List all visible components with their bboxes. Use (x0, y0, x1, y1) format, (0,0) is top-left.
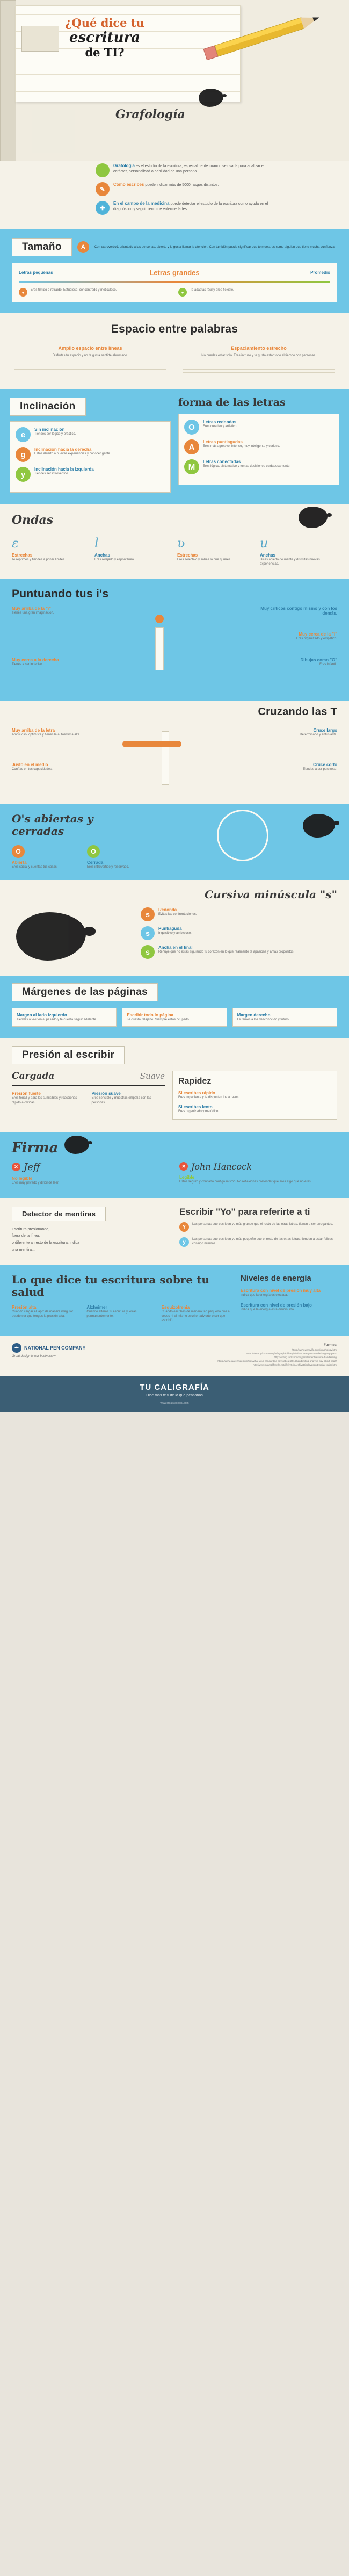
letter-i-stem (155, 627, 164, 670)
ondas-item-0: ɛ Estrechas Te reprimes y tiendes a poner límites. (12, 536, 89, 566)
firma-right-sample (179, 1161, 337, 1172)
item-text: Letras redondas Eres creativo y artístico. (203, 420, 238, 429)
signature-legible: John Hancock (191, 1161, 252, 1172)
list-item (96, 163, 273, 177)
medical-icon: ✚ (96, 201, 110, 215)
salud-section (0, 1265, 349, 1336)
forma-card (178, 414, 339, 485)
presion-left-items (12, 1091, 165, 1105)
header-title-line2: escritura (69, 30, 141, 46)
firma-section (0, 1132, 349, 1198)
left-edge-strip (0, 0, 16, 161)
cursiva-title: Cursiva minúscula "s" (205, 888, 337, 901)
ink-blot (303, 814, 335, 838)
cruzando-item-3: Cruce corto Tiendes a ser perezoso. (302, 762, 337, 771)
tamano-title: Tamaño (12, 238, 72, 256)
firma-cols (12, 1161, 337, 1185)
margenes-cards (12, 1008, 337, 1027)
puntos-note-0: Muy arriba de la "i" Tienes una gran imaginación. (12, 606, 54, 615)
tamano-labels (19, 269, 330, 277)
presion-right (172, 1071, 337, 1119)
firma-left: ✕ Jeff No legible Eres muy privado y difícil de leer. (12, 1161, 170, 1185)
header-section (0, 0, 349, 161)
header-title-line3: de TI? (85, 46, 125, 59)
list-item (16, 427, 165, 442)
firma-title: Firma (12, 1139, 59, 1156)
item-text: Ancha en el final Rehúye que no estás siguiendo tu corazón en lo que realmente te apasiona y amas propósitos. (158, 945, 295, 954)
espacio-col-1-label: Espaciamiento estrecho (231, 345, 287, 351)
ondas-cols (12, 536, 337, 566)
item-text: Inclinación hacia la derecha Estás abierto a nuevas experiencias y conocer gente. (34, 447, 111, 456)
presion-left (12, 1071, 165, 1105)
cross-icon: ✕ (179, 1162, 188, 1171)
list-item (96, 182, 273, 196)
ink-blot-large (16, 912, 86, 961)
salud-item-1: Alzheimer Cuando alteras tu escritura y letras permanentemente. (86, 1305, 137, 1318)
espacio-cols (14, 345, 335, 377)
tamano-intro: Con extroverticó, orientado a las personas, abierto y le gusta llamar la atención. Con también puede significar que te muestras como alguien que tiene mucha confianza. (94, 245, 336, 249)
ink-blot (199, 89, 223, 107)
cursiva-section (0, 880, 349, 976)
cruzando-item-2: Justo en el medio Confías en tus capacidades. (12, 762, 53, 771)
list-item (141, 926, 337, 940)
letter-i-dot (155, 615, 164, 623)
presion-right-item-1: Si escribes lento Eres organizado y metódico. (178, 1104, 220, 1113)
tamano-col-0-label: Letras pequeñas (19, 270, 53, 275)
puntos-note-1: Muy cerca de la "i" Eres organizado y empático. (296, 632, 337, 641)
presion-left-item-0: Presión fuerte Eres tenaz y para los sumisibles y reaccionas rápido a críticas. (12, 1091, 77, 1105)
brand-logo-block (12, 1343, 86, 1359)
espacio-col-0 (14, 345, 166, 377)
tamano-texts (19, 288, 330, 297)
espacio-title: Espacio entre palabras (111, 323, 238, 335)
firma-right: ✕ John Hancock Legible Estás seguro y confiado contigo mismo. No reflexionas pretender que eres algo que no eres. (179, 1161, 337, 1185)
salud-energia-cols (12, 1274, 337, 1323)
margenes-item-2: Margen derecho Le temes a los desconocido y futuro. (232, 1008, 337, 1027)
list-item (19, 288, 171, 297)
wave-sample: u (260, 536, 268, 551)
letter-t-stem (162, 731, 169, 785)
list-item (96, 201, 273, 215)
detector-title: Detector de mentiras (12, 1207, 106, 1221)
item-text: Inclinación hacia la izquierda Tiendes ser introvertido. (34, 467, 94, 476)
tamano-col-1-label: Letras grandes (149, 269, 200, 277)
margenes-section (0, 976, 349, 1038)
tamano-header (12, 238, 337, 256)
inclinacion-card (10, 421, 171, 493)
forma-title: forma de las letras (178, 396, 286, 409)
letter-s-round-icon: s (141, 907, 155, 921)
espacio-wide-sample (14, 363, 166, 377)
list-item (184, 439, 333, 454)
source-links: https://www.wemylife.com/graphology.html https://visual.ly/community/infographic/lifestyle/what-does-your-handwriting-say-you-0 http://writing.rocksoncom.jp/statement/resume-handwriting/ https://www.suarezmail.com/files/what-your-handwriting-says-about-2014/handwriting-analysis-say-about-health http://www.suarezlifestyle.net/life/ArticleArchiveDisplayaspx/DisplayHealth.html (217, 1348, 337, 1367)
letter-o-closed-icon: O (87, 845, 100, 858)
puntos-note-3: Muy críticos contigo mismo y con los demás. (260, 606, 337, 616)
energia-title: Niveles de energía (241, 1274, 311, 1283)
inclinacion-col (10, 398, 171, 493)
sources-label: Fuentes: (323, 1344, 337, 1347)
ondas-title: Ondas (12, 513, 54, 528)
energia-col (241, 1274, 337, 1312)
cruzando-item-0: Muy arriba de la letra Ambicioso, optimista y tienes la autoestima alta. (12, 728, 81, 737)
espacio-col-0-label: Amplio espacio entre líneas (58, 345, 122, 351)
oes-title: O's abiertas y cerradas (12, 812, 93, 838)
espacio-narrow-sample (183, 363, 335, 377)
letter-o-icon: O (184, 420, 199, 435)
list-item (184, 459, 333, 474)
letter-s-wide-icon: s (141, 945, 155, 959)
oes-section (0, 804, 349, 880)
brand-row (12, 1343, 337, 1367)
ondas-item-3: u Anchas Dices abierto de mente y disfrutas nuevas experiencias. (260, 536, 337, 566)
list-item (141, 945, 337, 959)
salud-title: Lo que dice tu escritura sobre tu salud (12, 1273, 209, 1299)
letter-o-graphic (217, 810, 268, 861)
brand-section (0, 1336, 349, 1376)
list-item (141, 907, 337, 921)
letter-a-icon: A (184, 439, 199, 454)
list-item (16, 447, 165, 462)
inclinacion-title: Inclinación (10, 398, 86, 416)
presion-section (0, 1038, 349, 1132)
firma-left-sample (12, 1161, 170, 1173)
dot-icon: ● (19, 288, 27, 297)
item-text: Letras conectadas Eres lógico, sistemático y tomas decisiones cuidadosamente. (203, 459, 291, 468)
cursiva-items (141, 907, 337, 959)
grafologia-section (0, 161, 349, 229)
energia-item-0: Escritura con nivel de presión muy alta indica que la energía es elevada. (241, 1288, 321, 1297)
presion-body (12, 1071, 337, 1119)
brand-logo (12, 1343, 86, 1353)
ondas-section (0, 504, 349, 579)
salud-item-2: Esquizofrenia Cuando escribes de manera tan pequeña que a veces ni el mismo escritor advierte o ser que escribió. (161, 1305, 230, 1323)
letter-e-icon: e (16, 427, 31, 442)
cruzando-diagram (12, 726, 337, 790)
presion-divider (12, 1085, 165, 1086)
tamano-section (0, 229, 349, 313)
presion-left-labels: Cargada Suave (12, 1071, 165, 1082)
wave-sample: l (94, 536, 99, 551)
cruzando-item-1: Cruce largo Determinado y entusiasta. (300, 728, 337, 737)
footprint-graphic (32, 110, 75, 153)
signature-illegible: Jeff (24, 1161, 40, 1173)
espacio-col-1-text: No puedes estar solo. Eres intruso y te gusta estar todo el tiempo con personas. (201, 354, 316, 357)
oes-items (12, 845, 151, 869)
item-text: Sin inclinación Tiendes ser lógico y práctico. (34, 427, 76, 436)
puntos-diagram (12, 606, 337, 687)
salud-items (12, 1305, 231, 1323)
bullet-text: Cómo escribes puede indicar más de 5000 rasgos distintos. (113, 182, 219, 187)
escribir-yo-item-1: y Las personas que escriben yo más pequeño que el resto de las otras letras, tienden a estar felices consigo mismas. (179, 1237, 337, 1247)
escribir-yo-item-0: Y Las personas que escriben yo más grande que el resto de las otras letras, tienen a ser arrogantes. (179, 1222, 337, 1232)
escribir-yo-col (179, 1207, 337, 1247)
puntos-note-4: Dibujas como "O" Eres infantil. (300, 658, 337, 667)
detector-yo-cols (12, 1207, 337, 1253)
letter-t-crossbar (122, 741, 181, 747)
salud-col (12, 1274, 231, 1323)
sources-block (97, 1343, 337, 1367)
margenes-item-1: Escribir todo lo página Te cuesta relajarte. Siempre estás ocupado. (122, 1008, 227, 1027)
bullet-text: Grafología es el estudio de la escritura, especialmente cuando se usada para analizar el carácter, personalidad o habilidad de una persona. (113, 163, 265, 174)
energia-item-1: Escritura con nivel de presión bajo indica que la energía está disminuida. (241, 1303, 312, 1312)
two-col-wrap (10, 398, 339, 493)
footer-subtitle: Dice más te ti de lo que pensabas (146, 1394, 203, 1398)
presion-left-item-1: Presión suave Eres sensible y muestras empatía con las personas. (91, 1091, 151, 1105)
item-text: Puntiaguda Inquisitivo y ambicioso. (158, 926, 192, 935)
letter-o-open-icon: O (12, 845, 25, 858)
oes-item-1: O Cerrada Eres introvertido y reservado. (87, 845, 151, 869)
letter-g-icon: g (16, 447, 31, 462)
tamano-card (12, 263, 337, 302)
cruzando-section (0, 701, 349, 804)
list-item (16, 467, 165, 482)
wave-sample: ɛ (12, 536, 19, 551)
salud-item-0: Presión alta Cuando cargar el lápiz de manera irregular puede ser que tengas la presión alta. (12, 1305, 74, 1318)
ondas-item-2: ʋ Estrechas Eres selectivo y sabes lo que quieres. (177, 536, 255, 566)
escribir-yo-title: Escribir "Yo" para referirte a ti (179, 1206, 310, 1217)
item-text: Letras puntiagudas Eres más agresivo, intenso, muy inteligente y curioso. (203, 439, 280, 449)
grafologia-title: Grafología (115, 107, 185, 121)
tamano-col-0-text: Eres tímido o retraído. Estudioso, concentrado y meticuloso. (31, 288, 117, 292)
puntos-section (0, 579, 349, 701)
item-text: Redonda Evitas las confrontaciones. (158, 907, 197, 917)
espacio-col-1 (183, 345, 335, 377)
tamano-scale-bar (19, 281, 330, 283)
oes-item-0: O Abierta Eres social y cuentas tus cosas. (12, 845, 76, 869)
wave-sample: ʋ (177, 536, 185, 551)
letter-yo-big-icon: Y (179, 1222, 189, 1232)
footer-site: www.creativasocial.com (160, 1402, 189, 1405)
brand-tagline: Great design is our business™ (12, 1355, 56, 1359)
cross-icon: ✕ (12, 1163, 20, 1171)
header-title-line1: ¿Qué dice tu (65, 16, 144, 30)
espacio-section (0, 313, 349, 389)
presion-right-item-0: Si escribes rápido Eres impaciente y te disgustan los atrasos. (178, 1091, 240, 1100)
list-item (178, 288, 330, 297)
rapidez-title: Rapidez (178, 1077, 212, 1086)
brand-name: NATIONAL PEN COMPANY (24, 1345, 86, 1351)
margenes-item-0: Margen al lado izquierdo Tiendes a vivir en el pasado y te cuesta seguir adelante. (12, 1008, 117, 1027)
letter-s-pointed-icon: s (141, 926, 155, 940)
letter-m-icon: M (184, 459, 199, 474)
cruzando-title: Cruzando las T (258, 706, 337, 718)
detector-col (12, 1207, 170, 1253)
margenes-title: Márgenes de las páginas (12, 983, 158, 1001)
detector-lines: Escritura presionando, fuera de la línea, o diferente al resto de la escritura, indica una mentira... (12, 1227, 80, 1252)
header-title (32, 16, 177, 59)
book-icon: ≡ (96, 163, 110, 177)
grafologia-bullets (96, 163, 273, 215)
letter-y-icon: y (16, 467, 31, 482)
puntos-note-2: Muy cerca a la derecha Tienes a ser indeciso. (12, 658, 59, 667)
ondas-item-1: l Anchas Eres relajado y espontáneo. (94, 536, 172, 566)
detector-yo-section (0, 1198, 349, 1265)
espacio-col-0-text: Disfrutas tu espacio y no te gusta sentirte abrumado. (52, 354, 128, 357)
inclinacion-forma-section (0, 389, 349, 504)
bullet-text: En el campo de la medicina puede detectar el estudio de la escritura como ayuda en el diagnóstico y seguimiento de enfermedades. (113, 201, 268, 211)
size-icon: A (77, 241, 89, 253)
puntos-title: Puntuando tus i's (12, 588, 109, 601)
list-item (184, 420, 333, 435)
dot-icon: ● (178, 288, 187, 297)
pen-logo-icon: ✒ (12, 1343, 21, 1353)
letter-yo-small-icon: y (179, 1237, 189, 1247)
pen-icon: ✎ (96, 182, 110, 196)
tamano-col-2-label: Promedio (310, 270, 330, 275)
presion-title: Presión al escribir (12, 1046, 125, 1064)
footer-title: TU CALIGRAFÍA (140, 1383, 209, 1392)
tamano-col-2-text: Te adaptas fácil y eres flexible. (190, 288, 234, 292)
forma-col (178, 398, 339, 485)
footer (0, 1376, 349, 1412)
